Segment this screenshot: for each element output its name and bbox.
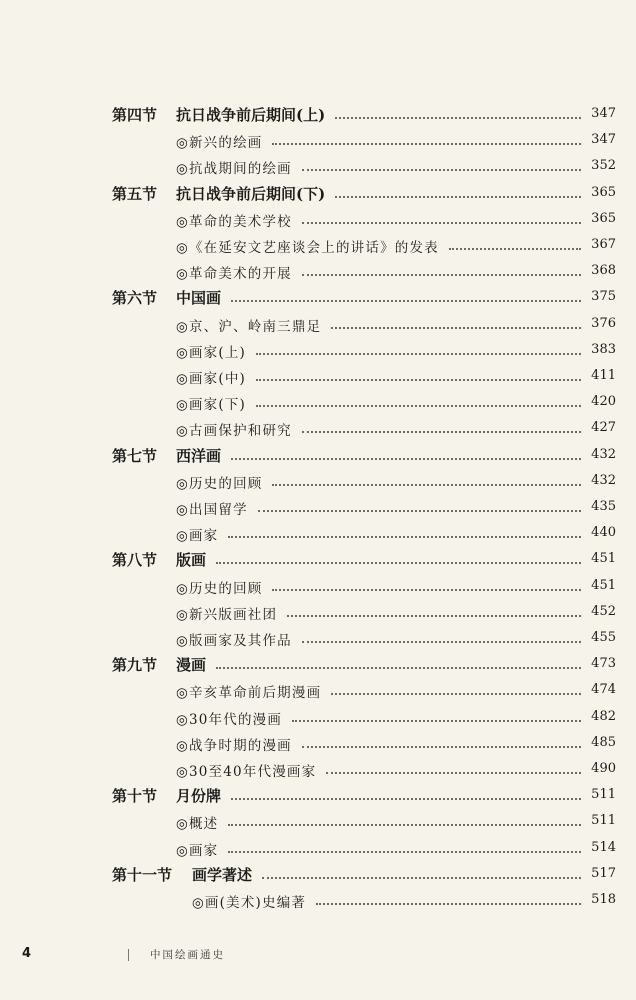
dot-leader xyxy=(256,405,581,407)
page-ref: 427 xyxy=(587,420,616,435)
dot-leader xyxy=(331,693,581,695)
page-ref: 375 xyxy=(587,289,616,304)
dot-leader xyxy=(272,143,581,145)
toc-subsection-row xyxy=(0,416,636,442)
toc-subsection-row xyxy=(0,731,636,757)
page-ref: 347 xyxy=(587,132,616,147)
dot-leader xyxy=(316,903,581,905)
dot-leader xyxy=(302,431,581,433)
section-title: 版画 xyxy=(176,549,210,570)
subsection-title: ◎革命的美术学校 xyxy=(176,210,296,230)
dot-leader xyxy=(228,851,581,853)
dot-leader xyxy=(302,222,581,224)
section-title: 抗日战争前后期间(下) xyxy=(176,183,329,204)
toc-subsection-row xyxy=(0,888,636,914)
dot-leader xyxy=(292,720,581,722)
subsection-title: ◎战争时期的漫画 xyxy=(176,734,296,754)
subsection-title: ◎版画家及其作品 xyxy=(176,629,296,649)
dot-leader xyxy=(326,772,581,774)
section-label: 第六节 xyxy=(112,289,158,308)
subsection-title: ◎革命美术的开展 xyxy=(176,262,296,282)
subsection-title: ◎古画保护和研究 xyxy=(176,419,296,439)
subsection-title: ◎抗战期间的绘画 xyxy=(176,157,296,177)
toc-section-row xyxy=(0,285,636,311)
subsection-title: ◎30年代的漫画 xyxy=(176,708,286,728)
page-footer xyxy=(0,944,636,968)
toc-subsection-row xyxy=(0,678,636,704)
page-ref: 368 xyxy=(587,263,616,278)
section-label: 第四节 xyxy=(112,106,158,124)
toc-section-row xyxy=(0,862,636,888)
toc-subsection-row xyxy=(0,390,636,416)
toc-subsection-row xyxy=(0,259,636,285)
subsection-title: ◎画(美术)史编著 xyxy=(192,891,310,911)
page-ref: 420 xyxy=(587,394,616,409)
section-title: 漫画 xyxy=(176,654,210,675)
dot-leader xyxy=(302,746,581,748)
page-number: 4 xyxy=(22,946,32,961)
dot-leader xyxy=(302,641,581,643)
section-label: 第八节 xyxy=(112,551,158,570)
page-ref: 411 xyxy=(587,368,616,383)
subsection-title: ◎画家(上) xyxy=(176,341,250,361)
toc-subsection-row xyxy=(0,312,636,338)
section-label: 第九节 xyxy=(112,656,158,675)
dot-leader xyxy=(216,667,581,669)
dot-leader xyxy=(231,300,581,302)
page-ref: 367 xyxy=(587,237,616,252)
section-label: 第七节 xyxy=(112,446,158,465)
toc-subsection-row xyxy=(0,836,636,862)
page-ref: 432 xyxy=(587,447,616,462)
toc-section-row xyxy=(0,547,636,573)
toc-subsection-row xyxy=(0,154,636,180)
page-ref: 514 xyxy=(587,840,616,855)
subsection-title: ◎画家(下) xyxy=(176,393,250,413)
page-ref: 485 xyxy=(587,735,616,750)
toc-subsection-row xyxy=(0,364,636,390)
toc-subsection-row xyxy=(0,495,636,521)
dot-leader xyxy=(216,562,581,564)
page-ref: 365 xyxy=(587,185,616,200)
dot-leader xyxy=(228,824,581,826)
page-ref: 352 xyxy=(587,158,616,173)
toc-subsection-row xyxy=(0,809,636,835)
section-title: 月份牌 xyxy=(176,785,225,806)
dot-leader xyxy=(256,353,581,355)
dot-leader xyxy=(302,169,581,171)
section-label: 第十一节 xyxy=(112,865,173,884)
section-title: 中国画 xyxy=(176,287,225,308)
section-title: 西洋画 xyxy=(176,445,225,466)
subsection-title: ◎画家(中) xyxy=(176,367,250,387)
dot-leader xyxy=(272,484,581,486)
toc-section-row xyxy=(0,652,636,678)
toc-subsection-row xyxy=(0,600,636,626)
page-ref: 474 xyxy=(587,682,616,697)
toc-subsection-row xyxy=(0,469,636,495)
page-ref: 451 xyxy=(587,578,616,593)
subsection-title: ◎画家 xyxy=(176,839,222,859)
dot-leader xyxy=(331,327,581,329)
page-ref: 455 xyxy=(587,630,616,645)
subsection-title: ◎画家 xyxy=(176,524,222,544)
section-title: 抗日战争前后期间(上) xyxy=(176,104,329,125)
dot-leader xyxy=(335,117,581,119)
toc-section-row xyxy=(0,102,636,128)
subsection-title: ◎辛亥革命前后期漫画 xyxy=(176,681,325,701)
dot-leader xyxy=(256,379,581,381)
page-ref: 518 xyxy=(587,892,616,907)
toc-section-row xyxy=(0,443,636,469)
toc-subsection-row xyxy=(0,207,636,233)
toc-subsection-row xyxy=(0,705,636,731)
page-ref: 511 xyxy=(587,787,616,802)
subsection-title: ◎新兴版画社团 xyxy=(176,603,281,623)
subsection-title: ◎概述 xyxy=(176,812,222,832)
page-ref: 452 xyxy=(587,604,616,619)
dot-leader xyxy=(449,248,581,250)
dot-leader xyxy=(335,196,581,198)
subsection-title: ◎《在延安文艺座谈会上的讲话》的发表 xyxy=(176,236,443,256)
dot-leader xyxy=(287,615,581,617)
running-title: 中国绘画通史 xyxy=(150,949,225,961)
footer-divider xyxy=(128,949,129,961)
dot-leader xyxy=(258,510,581,512)
toc-subsection-row xyxy=(0,521,636,547)
section-label: 第五节 xyxy=(112,184,158,203)
toc-subsection-row xyxy=(0,574,636,600)
page-ref: 490 xyxy=(587,761,616,776)
page-ref: 473 xyxy=(587,656,616,671)
page-ref: 440 xyxy=(587,525,616,540)
subsection-title: ◎新兴的绘画 xyxy=(176,131,266,151)
section-label: 第十节 xyxy=(112,787,158,806)
toc-subsection-row xyxy=(0,128,636,154)
dot-leader xyxy=(272,589,581,591)
toc-section-row xyxy=(0,181,636,207)
page-ref: 451 xyxy=(587,551,616,566)
toc-subsection-row xyxy=(0,626,636,652)
dot-leader xyxy=(302,274,581,276)
page-ref: 376 xyxy=(587,316,616,331)
toc-subsection-row xyxy=(0,338,636,364)
subsection-title: ◎历史的回顾 xyxy=(176,472,266,492)
page-ref: 435 xyxy=(587,499,616,514)
subsection-title: ◎历史的回顾 xyxy=(176,577,266,597)
page-ref: 432 xyxy=(587,473,616,488)
dot-leader xyxy=(231,798,581,800)
page-ref: 365 xyxy=(587,211,616,226)
section-title: 画学著述 xyxy=(192,864,256,885)
toc-subsection-row xyxy=(0,757,636,783)
subsection-title: ◎30至40年代漫画家 xyxy=(176,760,320,780)
page-ref: 482 xyxy=(587,709,616,724)
toc-subsection-row xyxy=(0,233,636,259)
page-ref: 517 xyxy=(587,866,616,881)
page-ref: 511 xyxy=(587,813,616,828)
dot-leader xyxy=(228,536,581,538)
page-ref: 383 xyxy=(587,342,616,357)
dot-leader xyxy=(262,877,581,879)
subsection-title: ◎京、沪、岭南三鼎足 xyxy=(176,315,325,335)
subsection-title: ◎出国留学 xyxy=(176,498,252,518)
dot-leader xyxy=(231,458,581,460)
toc-section-row xyxy=(0,783,636,809)
page-ref: 347 xyxy=(587,106,616,121)
